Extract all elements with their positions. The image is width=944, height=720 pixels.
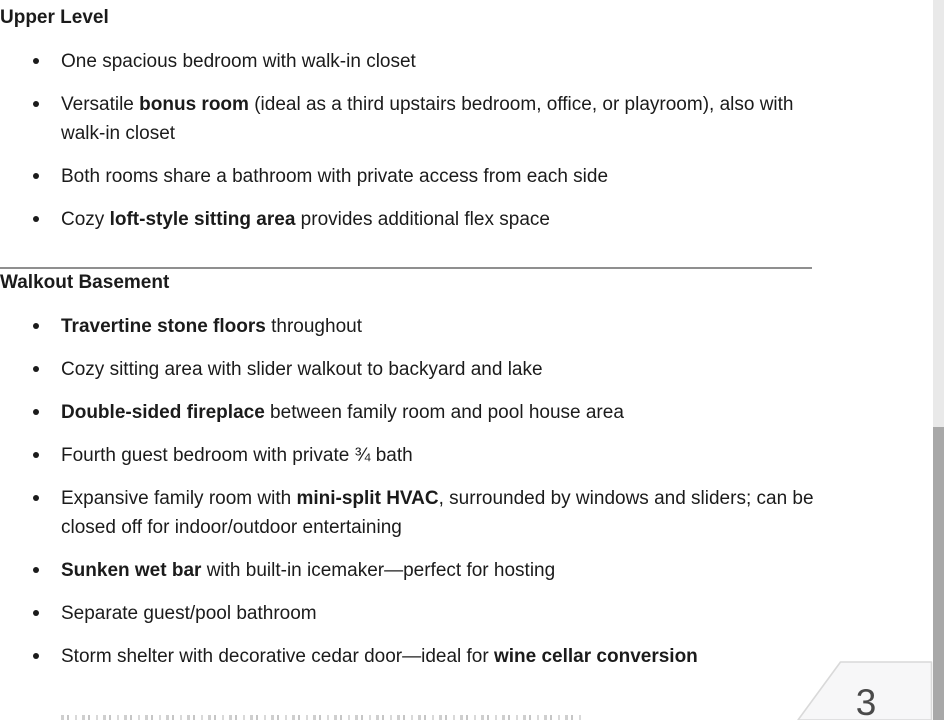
bullet-item — [0, 398, 933, 427]
text-segment: bonus room — [139, 94, 249, 115]
bullet-item — [0, 441, 933, 470]
bullet-icon — [33, 216, 39, 222]
text-segment: walk-in closet — [61, 123, 176, 144]
text-segment: Double-sided fireplace — [61, 402, 265, 423]
text-segment: closed off for indoor/outdoor entertaining — [61, 517, 402, 538]
text-segment: mini-split HVAC — [296, 488, 439, 509]
text-segment: Both rooms share a bathroom with private access from each side — [61, 166, 609, 187]
scrollbar-thumb[interactable] — [933, 427, 944, 720]
text-segment: Versatile — [61, 94, 140, 115]
text-segment: throughout — [265, 316, 362, 337]
bullet-icon — [33, 452, 39, 458]
text-segment: Separate guest/pool bathroom — [61, 603, 317, 624]
bullet-icon — [33, 409, 39, 415]
text-segment: Fourth guest bedroom with private ¾ bath — [61, 445, 413, 466]
text-segment: Cozy — [61, 209, 110, 230]
text-segment: Cozy sitting area with slider walkout to backyard and lake — [61, 359, 543, 380]
section-heading: Upper Level — [0, 7, 109, 28]
bullet-icon — [33, 101, 39, 107]
text-segment: loft-style sitting area — [109, 209, 296, 230]
bullet-icon — [33, 173, 39, 179]
scrollbar-track[interactable] — [933, 0, 944, 720]
section-heading: Walkout Basement — [0, 272, 170, 293]
text-segment: Travertine stone floors — [61, 316, 266, 337]
text-segment: Storm shelter with decorative cedar door—ideal for — [61, 646, 494, 667]
bullet-icon — [33, 653, 39, 659]
bullet-icon — [33, 567, 39, 573]
bullet-item — [0, 355, 933, 384]
clipped-text-line — [61, 715, 585, 720]
bullet-list — [0, 312, 933, 671]
text-segment: (ideal as a third upstairs bedroom, office, or playroom), also with — [248, 94, 794, 115]
page-number: 3 — [855, 682, 877, 720]
text-segment: Expansive family room with — [61, 488, 297, 509]
bullet-icon — [33, 366, 39, 372]
bullet-icon — [33, 610, 39, 616]
text-segment: , surrounded by windows and sliders; can be — [438, 488, 814, 509]
bullet-item — [0, 47, 933, 76]
text-segment: Sunken wet bar — [61, 560, 202, 581]
text-segment: One spacious bedroom with walk-in closet — [61, 51, 416, 72]
bullet-item — [0, 205, 933, 234]
text-segment: wine cellar conversion — [493, 646, 698, 667]
bullet-item — [0, 642, 933, 671]
page-number-badge — [796, 661, 933, 720]
bullet-icon — [33, 323, 39, 329]
text-segment: with built-in icemaker—perfect for hosting — [201, 560, 556, 581]
bullet-item — [0, 162, 933, 191]
bullet-item — [0, 556, 933, 585]
bullet-item — [0, 312, 933, 341]
bullet-item — [0, 90, 933, 148]
bullet-icon — [33, 58, 39, 64]
text-segment: provides additional flex space — [295, 209, 550, 230]
text-segment: between family room and pool house area — [264, 402, 624, 423]
bullet-icon — [33, 495, 39, 501]
bullet-item — [0, 599, 933, 628]
bullet-item — [0, 484, 933, 542]
bullet-list — [0, 47, 933, 234]
